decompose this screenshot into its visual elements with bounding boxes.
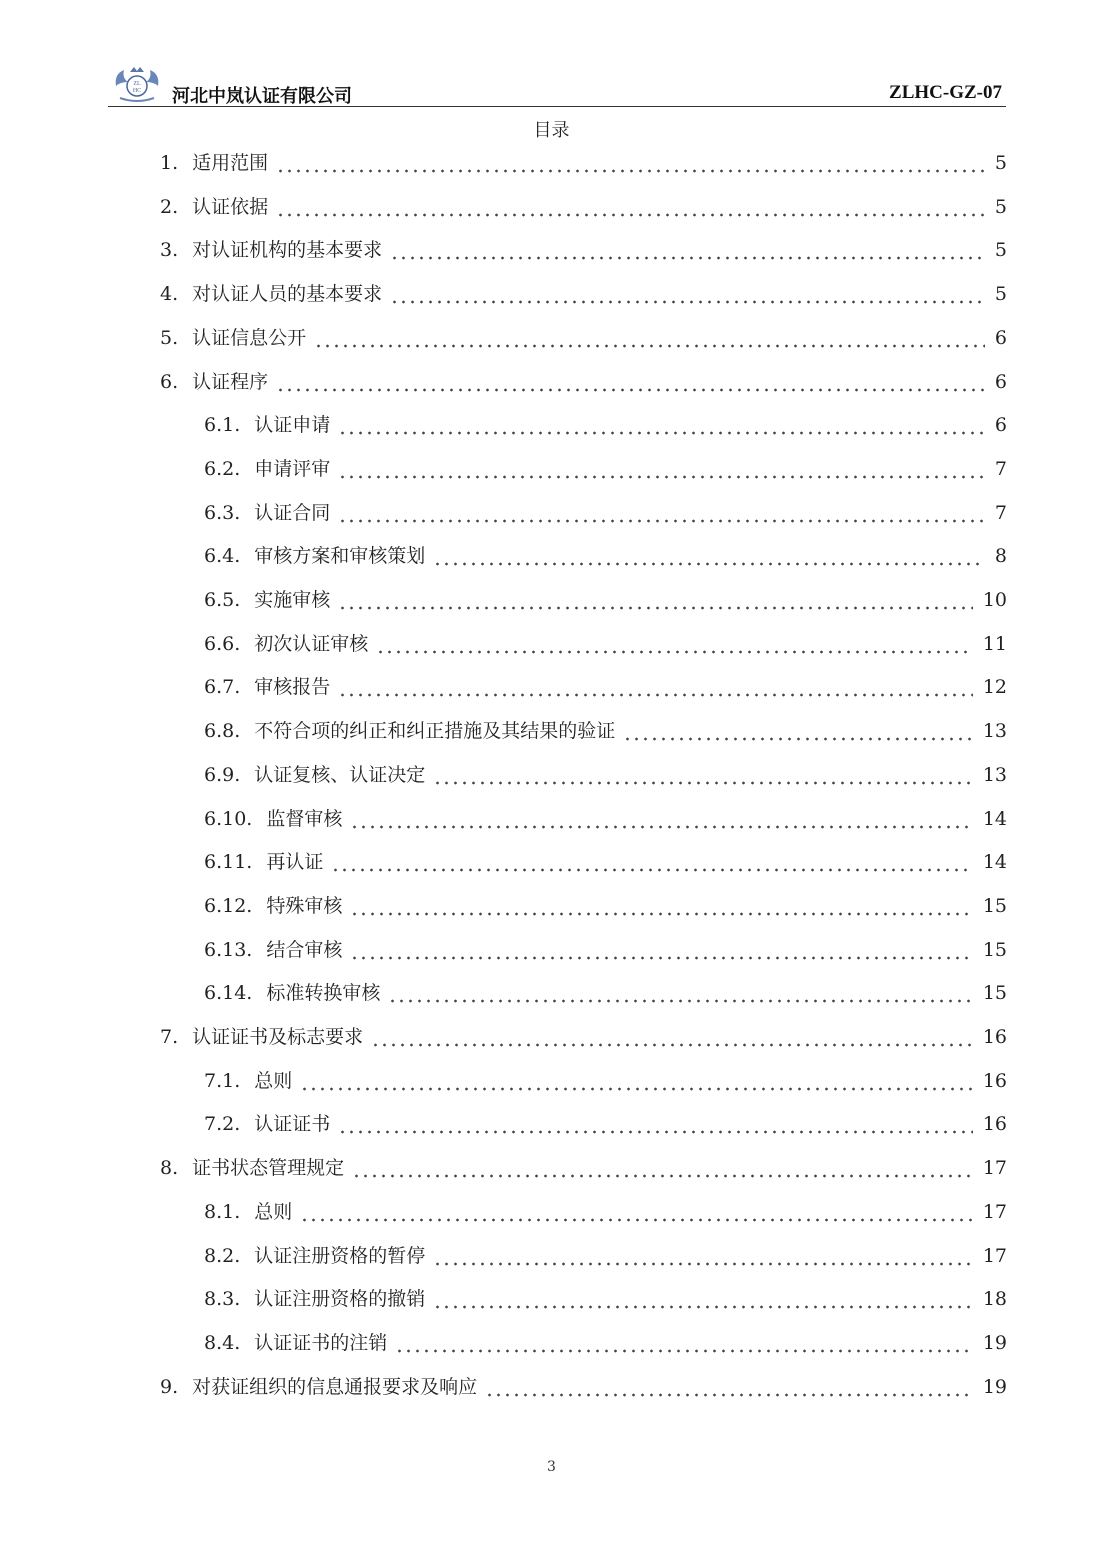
toc-leader-dots bbox=[388, 981, 972, 1005]
toc-entry-number: 6.2. bbox=[204, 457, 241, 480]
toc-leader-dots bbox=[485, 1375, 973, 1399]
toc-entry-label: 申请评审 bbox=[254, 457, 331, 480]
toc-entry[interactable] bbox=[204, 757, 1007, 787]
toc-entry-page: 7 bbox=[994, 457, 1007, 480]
toc-entry-page: 13 bbox=[982, 763, 1007, 786]
toc-leader-dots bbox=[350, 938, 972, 962]
toc-entry-page: 6 bbox=[994, 370, 1007, 393]
toc-leader-dots bbox=[338, 501, 985, 525]
toc-entry-page: 17 bbox=[982, 1244, 1007, 1267]
toc-entry-label: 对获证组织的信息通报要求及响应 bbox=[192, 1375, 478, 1398]
toc-entry-label: 证书状态管理规定 bbox=[192, 1157, 345, 1180]
toc-entry-number: 8. bbox=[160, 1157, 179, 1180]
toc-entry-number: 6.14. bbox=[204, 982, 253, 1005]
toc-entry[interactable] bbox=[204, 888, 1007, 918]
toc-entry-label: 认证信息公开 bbox=[192, 326, 307, 349]
toc-leader-dots bbox=[390, 238, 985, 262]
toc-entry-label: 初次认证审核 bbox=[254, 632, 369, 655]
toc-leader-dots bbox=[350, 894, 972, 918]
toc-entry-number: 8.1. bbox=[204, 1200, 241, 1223]
toc-entry-label: 总则 bbox=[254, 1200, 293, 1223]
toc-entry-number: 6. bbox=[160, 370, 179, 393]
toc-entry-number: 6.7. bbox=[204, 676, 241, 699]
toc-entry-label: 认证注册资格的撤销 bbox=[254, 1288, 426, 1311]
toc-entry[interactable] bbox=[204, 932, 1007, 962]
toc-entry-label: 认证注册资格的暂停 bbox=[254, 1244, 426, 1267]
toc-entry-number: 1. bbox=[160, 152, 179, 174]
toc-entry-number: 9. bbox=[160, 1375, 179, 1398]
toc-entry[interactable] bbox=[204, 407, 1007, 437]
toc-entry-number: 6.6. bbox=[204, 632, 241, 655]
toc-entry-label: 认证复核、认证决定 bbox=[254, 763, 426, 786]
toc-entry-label: 总则 bbox=[254, 1069, 293, 1092]
toc-entry-number: 5. bbox=[160, 326, 179, 349]
toc-leader-dots bbox=[433, 1287, 973, 1311]
toc-leader-dots bbox=[350, 807, 972, 831]
toc-leader-dots bbox=[376, 632, 973, 656]
toc-entry-label: 适用范围 bbox=[192, 152, 269, 174]
toc-entry-page: 5 bbox=[994, 152, 1007, 174]
toc-entry-number: 3. bbox=[160, 239, 179, 262]
toc-entry[interactable] bbox=[204, 1238, 1007, 1268]
toc-entry[interactable] bbox=[204, 451, 1007, 481]
toc-entry-page: 5 bbox=[994, 283, 1007, 306]
toc-entry-page: 19 bbox=[982, 1331, 1007, 1354]
toc-entry[interactable] bbox=[160, 364, 1007, 394]
toc-entry[interactable] bbox=[204, 1063, 1007, 1093]
toc-entry[interactable] bbox=[204, 801, 1007, 831]
toc-entry[interactable] bbox=[204, 975, 1007, 1005]
toc-entry-label: 认证申请 bbox=[254, 414, 331, 437]
toc-entry-page: 15 bbox=[982, 982, 1007, 1005]
toc-entry[interactable] bbox=[204, 1194, 1007, 1224]
toc-entry-number: 6.11. bbox=[204, 851, 253, 874]
toc-leader-dots bbox=[390, 282, 985, 306]
toc-leader-dots bbox=[276, 195, 985, 219]
toc-entry-label: 认证程序 bbox=[192, 370, 269, 393]
toc-entry-number: 6.4. bbox=[204, 545, 241, 568]
toc-leader-dots bbox=[352, 1156, 973, 1180]
toc-entry-page: 6 bbox=[994, 414, 1007, 437]
toc-entry-page: 12 bbox=[982, 676, 1007, 699]
toc-leader-dots bbox=[433, 763, 973, 787]
company-logo-icon bbox=[110, 64, 164, 104]
toc-entry[interactable] bbox=[204, 626, 1007, 656]
toc-entry-label: 认证合同 bbox=[254, 501, 331, 524]
toc-entry-number: 6.8. bbox=[204, 720, 241, 743]
toc-entry-number: 6.9. bbox=[204, 763, 241, 786]
toc-leader-dots bbox=[300, 1200, 973, 1224]
toc-entry-label: 认证证书及标志要求 bbox=[192, 1026, 364, 1048]
toc-entry[interactable] bbox=[204, 538, 1007, 568]
toc-entry-label: 对认证人员的基本要求 bbox=[192, 283, 383, 306]
toc-entry-label: 对认证机构的基本要求 bbox=[192, 239, 383, 262]
toc-leader-dots bbox=[338, 1112, 973, 1136]
toc-entry[interactable] bbox=[204, 1281, 1007, 1311]
toc-leader-dots bbox=[276, 151, 985, 175]
toc-leader-dots bbox=[276, 370, 985, 394]
toc-entry-page: 16 bbox=[982, 1113, 1007, 1136]
toc-leader-dots bbox=[338, 413, 985, 437]
toc-entry-page: 14 bbox=[982, 851, 1007, 874]
toc-entry[interactable] bbox=[160, 1150, 1007, 1180]
toc-entry[interactable] bbox=[160, 320, 1007, 350]
toc-entry-page: 18 bbox=[982, 1288, 1007, 1311]
toc-entry[interactable] bbox=[160, 1369, 1007, 1399]
toc-entry-label: 认证证书的注销 bbox=[254, 1331, 388, 1354]
toc-entry-label: 特殊审核 bbox=[266, 894, 343, 917]
toc-entry-number: 4. bbox=[160, 283, 179, 306]
toc-entry-page: 8 bbox=[994, 545, 1007, 568]
page-header bbox=[108, 62, 1006, 107]
toc-entry-page: 16 bbox=[982, 1026, 1007, 1048]
toc-entry-page: 16 bbox=[982, 1069, 1007, 1092]
logo-text-top: ZL bbox=[133, 81, 141, 87]
toc-leader-dots bbox=[338, 457, 985, 481]
toc-entry-page: 5 bbox=[994, 239, 1007, 262]
toc-entry-page: 10 bbox=[982, 589, 1007, 611]
toc-entry-label: 审核报告 bbox=[254, 676, 331, 699]
logo-text-bottom: HC bbox=[132, 88, 142, 94]
toc-entry-page: 15 bbox=[982, 894, 1007, 917]
toc-entry[interactable] bbox=[204, 713, 1007, 743]
toc-entry-label: 实施审核 bbox=[254, 589, 331, 611]
toc-entry-number: 8.2. bbox=[204, 1244, 241, 1267]
toc-entry-number: 8.4. bbox=[204, 1331, 241, 1354]
toc-entry[interactable] bbox=[204, 495, 1007, 525]
toc-entry-number: 7. bbox=[160, 1026, 179, 1048]
toc-leader-dots bbox=[623, 719, 973, 743]
toc-entry[interactable] bbox=[160, 189, 1007, 219]
toc-entry[interactable] bbox=[160, 276, 1007, 306]
toc-entry-page: 17 bbox=[982, 1200, 1007, 1223]
toc-entry[interactable] bbox=[204, 1325, 1007, 1355]
toc-entry-page: 7 bbox=[994, 501, 1007, 524]
toc-entry-number: 6.3. bbox=[204, 501, 241, 524]
toc-entry-page: 14 bbox=[982, 807, 1007, 830]
toc-leader-dots bbox=[395, 1331, 973, 1355]
toc-entry-page: 19 bbox=[982, 1375, 1007, 1398]
toc-entry-label: 审核方案和审核策划 bbox=[254, 545, 426, 568]
toc-entry[interactable] bbox=[160, 232, 1007, 262]
toc-entry[interactable] bbox=[160, 145, 1007, 175]
toc-leader-dots bbox=[314, 326, 985, 350]
page-number: 3 bbox=[547, 1459, 556, 1475]
toc-entry[interactable] bbox=[204, 1106, 1007, 1136]
toc-entry-label: 不符合项的纠正和纠正措施及其结果的验证 bbox=[254, 720, 616, 743]
toc-entry-number: 8.3. bbox=[204, 1288, 241, 1311]
toc-entry-number: 6.13. bbox=[204, 938, 253, 961]
toc-entry-label: 标准转换审核 bbox=[266, 982, 381, 1005]
toc-entry-label: 认证依据 bbox=[192, 195, 269, 218]
toc-leader-dots bbox=[371, 1025, 973, 1049]
company-name: 河北中岚认证有限公司 bbox=[172, 86, 352, 107]
toc-entry-number: 2. bbox=[160, 195, 179, 218]
toc-leader-dots bbox=[433, 544, 985, 568]
toc-entry[interactable] bbox=[204, 669, 1007, 699]
toc-entry-number: 6.1. bbox=[204, 414, 241, 437]
toc-leader-dots bbox=[338, 675, 973, 699]
toc-entry-number: 6.10. bbox=[204, 807, 253, 830]
toc-entry-label: 监督审核 bbox=[266, 807, 343, 830]
toc-entry-number: 6.12. bbox=[204, 894, 253, 917]
toc-entry-page: 5 bbox=[994, 195, 1007, 218]
toc-entry-page: 6 bbox=[994, 326, 1007, 349]
toc-leader-dots bbox=[331, 850, 972, 874]
toc-title: 目录 bbox=[533, 120, 570, 141]
toc-entry-page: 13 bbox=[982, 720, 1007, 743]
toc-entry-number: 6.5. bbox=[204, 589, 241, 611]
toc-entry[interactable] bbox=[160, 1019, 1007, 1049]
toc-entry-page: 17 bbox=[982, 1157, 1007, 1180]
toc-entry-number: 7.1. bbox=[204, 1069, 241, 1092]
toc-entry-label: 结合审核 bbox=[266, 938, 343, 961]
toc-entry-label: 再认证 bbox=[266, 851, 324, 874]
document-code: ZLHC-GZ-07 bbox=[889, 82, 1002, 103]
toc-entry[interactable] bbox=[204, 582, 1007, 612]
toc-entry-page: 11 bbox=[982, 632, 1007, 655]
toc-entry-page: 15 bbox=[982, 938, 1007, 961]
toc-entry-label: 认证证书 bbox=[254, 1113, 331, 1136]
toc-leader-dots bbox=[300, 1069, 973, 1093]
toc-leader-dots bbox=[338, 588, 973, 612]
toc-leader-dots bbox=[433, 1244, 973, 1268]
toc-entry[interactable] bbox=[204, 844, 1007, 874]
toc-entry-number: 7.2. bbox=[204, 1113, 241, 1136]
